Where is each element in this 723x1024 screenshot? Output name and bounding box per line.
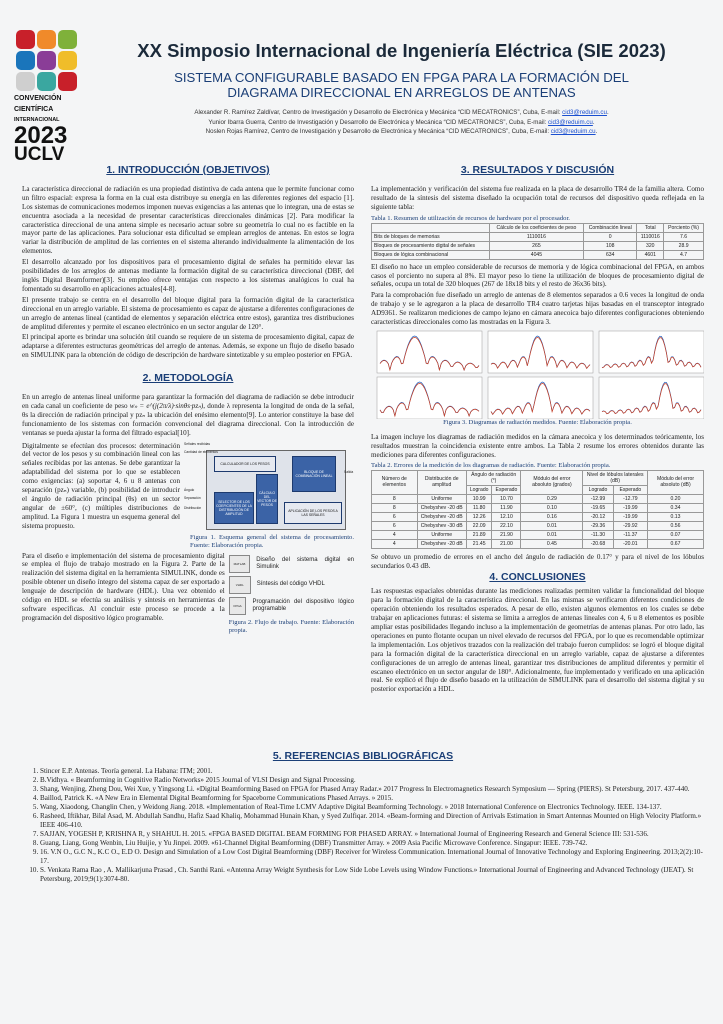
method-paragraph: Para el diseño e implementación del sistema de procesamiento digital se emplea el flujo de trabajo mostrado en la Figura 2. Parte de la realización del sistema digital en la herramienta SIMULINK, donde es posible obtener un diseño íntegro del sistema capaz de ser exportado a lenguaje de descripción de hardware (HDL). Una vez obtenido el código en HDL se efectúa su análisis y síntesis en herramientas de software específicas. Al concluir este proceso se procede a la programación del dispositivo lógico programable. bbox=[22, 551, 225, 622]
logo-tile bbox=[37, 72, 56, 91]
author-line bbox=[90, 118, 713, 128]
table-header-cell: Nivel de lóbulos laterales (dB) bbox=[583, 470, 648, 485]
table-row bbox=[372, 241, 704, 250]
table-header-cell: Número de elementos bbox=[372, 470, 418, 494]
table-row bbox=[372, 539, 704, 548]
flow-step bbox=[229, 597, 354, 615]
table-cell: 10.70 bbox=[492, 494, 521, 503]
table-cell: 108 bbox=[584, 241, 637, 250]
logo-uclv: UCLV bbox=[14, 144, 65, 165]
table2-caption: Tabla 2. Errores de la medición de los diagramas de radiación. Fuente: Elaboración propia. bbox=[371, 461, 611, 469]
table-cell: 0.29 bbox=[521, 494, 583, 503]
vhdl-icon: VHDL bbox=[229, 576, 251, 594]
poster-title: XX Simposio Internacional de Ingeniería Eléctrica (SIE 2023) bbox=[137, 40, 666, 61]
table-cell: 12.10 bbox=[492, 512, 521, 521]
results-paragraph: Para la comprobación fue diseñado un arreglo de antenas de 8 elementos separados a 0.6 veces la longitud de onda de trabajo y se le agregaron a la placa de desarrollo TR4 cuatro tarjetas hijas basadas en el transceptor integrado AD9361. Se realizaron mediciones de campo lejano en cámara anecoica bajo diferentes configuraciones obteniendo características direccionales como las mostradas en la Figura 3. bbox=[371, 291, 704, 327]
results-heading: 3. RESULTADOS Y DISCUSIÓN bbox=[460, 164, 615, 176]
table-row bbox=[372, 530, 704, 539]
intro-paragraph: El desarrollo alcanzado por los dispositivos para el procesamiento digital de señales ha permitido elevar las posibilidades de los arreglos de antenas mediante la formación digital de su característica direccional (DBF, del inglés Digital Beamformer)[3]. Su empleo ofrece ventajas con respecto a los sistemas analógicos lo cual ha fomentado su desarrollo en aplicaciones actuales[4-8]. bbox=[22, 258, 354, 293]
weights-calculator-block: CALCULADOR DE LOS PESOS bbox=[214, 456, 276, 472]
table-cell: -19.99 bbox=[613, 503, 647, 512]
logo-tile bbox=[58, 72, 77, 91]
table-cell: 0.01 bbox=[521, 521, 583, 530]
table-cell: Uniforme bbox=[417, 530, 466, 539]
table-cell: 265 bbox=[489, 241, 583, 250]
table-cell bbox=[372, 223, 490, 232]
reference-item: 2. B.Vidhya. « Beamforming in Cognitive Radio Networks» 2015 Journal of VLSI Design and Signal Processing. bbox=[40, 776, 704, 785]
table-header-cell: Esperado bbox=[492, 485, 521, 494]
table-cell: 8 bbox=[372, 494, 418, 503]
reference-list bbox=[22, 767, 704, 884]
reference-item: 8. Guang, Liang, Gong Wenbin, Liu Huijie, y Yu Jinpei. 2009. «61-Channel Digital Beamforming (DBF) Transmitter Array. » 2009 Asia Pacific Microwave Conference. Singapur: IEEE. 739-742. bbox=[40, 839, 704, 848]
table1-caption: Tabla 1. Resumen de utilización de recursos de hardware por el procesador. bbox=[371, 214, 570, 222]
logo-tile bbox=[16, 30, 35, 49]
table-cell: 0.01 bbox=[521, 530, 583, 539]
method-text: En un arreglo de antenas lineal uniforme para garantizar la formación del diagrama de radiación se debe introducir en cada canal un coeficiente de peso bbox=[22, 393, 354, 410]
table-cell: 21.90 bbox=[492, 530, 521, 539]
diagram-output-label: Salida bbox=[344, 469, 354, 474]
figure3-caption: Figura 3. Diagramas de radiación medidos. Fuente: Elaboración propia. bbox=[443, 418, 632, 426]
references-heading: 5. REFERENCIAS BIBLIOGRÁFICAS bbox=[272, 750, 454, 762]
author-line bbox=[90, 127, 713, 137]
table-cell: 21.89 bbox=[466, 530, 492, 539]
method-paragraph: Digitalmente se efectúan dos procesos: determinación del vector de los pesos y su combinación lineal con las señales recibidas por las antenas. Se debe garantizar la adaptabilidad del sistema por lo que se establecen como exigencias: (a) soportar 4, 6 u 8 antenas con separación (pzₙ) variable, (b) posibilidad de introducir el ángulo de radiación principal (θs) en un sector angular de ±60°, (c) múltiples distribuciones de amplitud. La Figura 1 muestra un esquema general del sistema propuesto. bbox=[22, 441, 180, 530]
table-row bbox=[372, 223, 704, 232]
pattern-panel bbox=[377, 377, 482, 419]
reference-item: 7. SAJJAN, YOGESH P, KRISHNA R, y SHAHUL H. 2015. «FPGA BASED DIGITAL BEAM FORMING FOR PHASED ARRAY. » International Journal of Engineering Research and General Science III: 531-536. bbox=[40, 830, 704, 839]
logo-line3: INTERNACIONAL bbox=[14, 117, 60, 123]
table-cell: Bloques de lógica combinacional bbox=[372, 250, 490, 259]
intro-paragraph: El principal aporte es brindar una solución útil cuando se requiere de un sistema de procesamiento digital, capaz de adaptarse a diferentes estructuras geométricas del arreglo de antenas. Además, se expone un flujo de diseño basado en SIMULINK para la obtención de código de descripción de hardware sintetizable y su empleo posterior en FPGA. bbox=[22, 333, 354, 360]
table-cell: 21.00 bbox=[492, 539, 521, 548]
reference-item: 10. S. Venkata Rama Rao , A. Mallikarjuna Prasad , Ch. Santhi Rani. «Antenna Array Weight Synthesis for Low Side Lobe Levels using Window Functions.» International Journal of Engineering and Advanced Technology (IJEAT). St Petersburg, 2019;9(1):3074-80. bbox=[40, 866, 704, 884]
table-cell: -29.36 bbox=[583, 521, 613, 530]
logo-tile bbox=[58, 51, 77, 70]
table-cell: 12.26 bbox=[466, 512, 492, 521]
table-cell: -12.79 bbox=[613, 494, 647, 503]
table-cell: 4 bbox=[372, 539, 418, 548]
left-column bbox=[22, 166, 354, 635]
table-cell: Uniforme bbox=[417, 494, 466, 503]
apply-weights-block: APLICACIÓN DE LOS PESOS A LAS SEÑALES bbox=[284, 502, 342, 524]
diagram-input-label: Señales recibidas bbox=[184, 441, 211, 446]
table-cell: Bloques de procesamiento digital de señales bbox=[372, 241, 490, 250]
table-header-cell: Distribución de amplitud bbox=[417, 470, 466, 494]
table-cell: -12.99 bbox=[583, 494, 613, 503]
table-cell: 28.9 bbox=[664, 241, 704, 250]
results-paragraph: Se obtuvo un promedio de errores en el ancho del ángulo de radiación de 0.17° y para el nivel de los lóbulos secundarios 0.43 dB. bbox=[371, 552, 704, 570]
table-cell: 22.10 bbox=[492, 521, 521, 530]
table-cell: 0.16 bbox=[521, 512, 583, 521]
table-cell: 11.90 bbox=[492, 503, 521, 512]
figure1-caption: Figura 1. Esquema general del sistema de procesamiento. Fuente: Elaboración propia. bbox=[190, 533, 354, 549]
table-cell: 4.7 bbox=[664, 250, 704, 259]
linear-combination-block: BLOQUE DE COMBINACIÓN LINEAL bbox=[292, 456, 336, 492]
diagram-input-label: Ángulo bbox=[184, 487, 195, 492]
logo-tile bbox=[37, 30, 56, 49]
table-cell: 21.45 bbox=[466, 539, 492, 548]
figure2-caption: Figura 2. Flujo de trabajo. Fuente: Elaboración propia. bbox=[228, 618, 354, 634]
pattern-panel bbox=[488, 331, 593, 373]
table-row bbox=[372, 512, 704, 521]
table-cell: 4045 bbox=[489, 250, 583, 259]
intro-heading: 1. INTRODUCCIÓN (OBJETIVOS) bbox=[106, 164, 270, 176]
diagram-input-label: Separación bbox=[184, 495, 201, 500]
intro-paragraph: El presente trabajo se centra en el desarrollo del bloque digital para la formación digital de la característica direccional en un arreglo variable. El sistema de procesamiento es capaz de ajustarse a diferentes configuraciones de un arreglo de antenas lineal (cantidad de elementos y separación eléctrica entre estos), garantiza tres distribuciones de amplitud diferentes y permite el escaneo electrónico en un sector angular de 120°. bbox=[22, 295, 354, 331]
flow-step-label: Síntesis del código VHDL bbox=[256, 581, 325, 588]
flow-step bbox=[229, 576, 354, 594]
author-affiliation: Noslen Rojas Ramírez, Centro de Investigación y Desarrollo de Electrónica y Mecánica “CID MECATRONICS”, Cuba, E-mail: bbox=[205, 128, 551, 135]
subtitle-line2: DIAGRAMA DIRECCIONAL EN ARREGLOS DE ANTENAS bbox=[227, 85, 576, 100]
intro-paragraph: La característica direccional de radiación es una propiedad distintiva de cada antena que le permite funcionar como un filtro espacial: expresa la forma en la cual esta distribuye su energía en las diferentes regiones del espacio [1]. Los sistemas de comunicaciones modernos imponen nuevas exigencias a las antenas que lo integran, una de estas se encuentra asociada a la necesidad de presentar características direccionales dinámicas [2]. Para modificar la característica direccional de una antena simple es necesario actuar sobre su geometría lo cual no es factible en la mayor parte de las aplicaciones. Para solucionar esta dificultad se emplean arreglos de antenas. En estos se logra variar la distribución de amplitud de las corrientes en el sistema alterando individualmente la alimentación de los elementos. bbox=[22, 184, 354, 256]
table-cell: 634 bbox=[584, 250, 637, 259]
table-cell: Chebyshev -20 dB bbox=[417, 503, 466, 512]
block-diagram bbox=[184, 442, 354, 532]
method-text-block bbox=[22, 552, 229, 635]
table-cell: 0.20 bbox=[648, 494, 704, 503]
simulink-icon: MATLAB bbox=[229, 555, 250, 573]
table-cell: Chebyshev -20 dB bbox=[417, 539, 466, 548]
logo-mosaic bbox=[16, 30, 78, 91]
logo-tile bbox=[16, 72, 35, 91]
figure2 bbox=[229, 552, 354, 635]
table-cell: -19.65 bbox=[583, 503, 613, 512]
table-row bbox=[372, 250, 704, 259]
reference-item: 3. Shang, Wenjing, Zheng Dou, Wei Xue, y Yingsong Li. «Digital Beamforming Based on FPGA for Phased Array Radar.» 2017 Progress In Electromagnetics Research Symposium — Spring (PIERS). St Petersburg, 2017. 437-440. bbox=[40, 785, 704, 794]
table-cell: Chebyshev -20 dB bbox=[417, 512, 466, 521]
fpga-icon: FPGA bbox=[229, 597, 247, 615]
table-cell: 10.99 bbox=[466, 494, 492, 503]
method-figure2-row bbox=[22, 552, 354, 635]
table-header-cell: Módulo del error absoluto (dB) bbox=[648, 470, 704, 494]
results-paragraph: La implementación y verificación del sistema fue realizada en la placa de desarrollo TR4 de la familia altera. Como resultado de la síntesis del sistema diseñado la ocupación total de recursos del dispositivo queda reflejada en la siguiente tabla: bbox=[371, 184, 704, 211]
table-cell: Chebyshev -30 dB bbox=[417, 521, 466, 530]
table-cell: -11.30 bbox=[583, 530, 613, 539]
author-line bbox=[90, 108, 713, 118]
table-row bbox=[372, 503, 704, 512]
results-paragraph: El diseño no hace un empleo considerable de recursos de memoria y de lógica combinacional del FPGA, en ambos casos el porciento no supera al 8%. El mayor peso lo tiene la utilización de bloques de procesamiento digital de señales, ocupa un total de 320 bloques (267 de 18x18 bits y el resto de 36x36 bits). bbox=[371, 262, 704, 289]
table-cell: Combinación lineal bbox=[584, 223, 637, 232]
logo-line1: CONVENCIÓN bbox=[14, 95, 62, 102]
diagram-input-label: Distribución bbox=[184, 505, 202, 510]
table-cell: 7.6 bbox=[664, 232, 704, 241]
logo-line2: CIENTÍFICA bbox=[14, 106, 54, 113]
logo-year: 2023 bbox=[14, 122, 68, 149]
table-cell: 0.13 bbox=[648, 512, 704, 521]
table-cell: 6 bbox=[372, 512, 418, 521]
table-cell: 6 bbox=[372, 521, 418, 530]
table-row bbox=[372, 232, 704, 241]
logo-tile bbox=[16, 51, 35, 70]
method-paragraph bbox=[22, 393, 354, 438]
author-affiliation: Alexander R. Ramírez Zaldívar, Centro de Investigación y Desarrollo de Electrónica y Mecánica “CID MECATRONICS”, Cuba, E-mail: bbox=[194, 109, 563, 116]
table-cell: 0.56 bbox=[648, 521, 704, 530]
author-affiliation: Yunior Ibarra Guerra, Centro de Investigación y Desarrollo de Electrónica y Mecánica “CID MECATRONICS”, Cuba, E-mail: bbox=[208, 118, 549, 126]
table-cell: 22.09 bbox=[466, 521, 492, 530]
table-cell: -20.68 bbox=[583, 539, 613, 548]
table-cell: 320 bbox=[637, 241, 664, 250]
table-cell: -29.92 bbox=[613, 521, 647, 530]
table-cell: 0.45 bbox=[521, 539, 583, 548]
poster-subtitle bbox=[90, 70, 713, 100]
right-column bbox=[371, 166, 704, 696]
author-email-link[interactable]: cid3@reduim.cu bbox=[562, 109, 607, 116]
table-header-row bbox=[372, 470, 704, 485]
method-figure-row bbox=[22, 442, 354, 550]
results-paragraph: La imagen incluye los diagramas de radiación medidos en la cámara anecoica y los determinados teóricamente, los resultados muestran la coincidencia existente entre ambos. La Tabla 2 resume los errores obtenidos durante las mediciones para diferentes configuraciones. bbox=[371, 432, 704, 459]
table-header-cell: Logrado bbox=[583, 485, 613, 494]
conclusions-heading: 4. CONCLUSIONES bbox=[489, 570, 586, 583]
table-header-cell: Logrado bbox=[466, 485, 492, 494]
table-cell: 8 bbox=[372, 503, 418, 512]
conference-logo bbox=[14, 30, 78, 164]
logo-tile bbox=[37, 51, 56, 70]
author-end: . bbox=[592, 118, 595, 126]
figure1 bbox=[184, 442, 354, 550]
reference-item: 1. Stincer E.P. Antenas. Teoría general. La Habana: ITM; 2001. bbox=[40, 767, 704, 776]
table-row bbox=[372, 494, 704, 503]
table-cell: -11.37 bbox=[613, 530, 647, 539]
table-cell: Cálculo de los coeficientes de peso bbox=[489, 223, 583, 232]
weight-formula: wₙ = e^(j(2π/λ)·sinθs·pzₙ) bbox=[129, 401, 204, 410]
method-heading: 2. METODOLOGÍA bbox=[142, 372, 234, 385]
table-header-cell: Módulo del error absoluto (grados) bbox=[521, 470, 583, 494]
pattern-panel bbox=[377, 331, 482, 373]
error-table bbox=[371, 470, 704, 549]
table-cell: Bits de bloques de memorias bbox=[372, 232, 490, 241]
method-text-block bbox=[22, 442, 184, 550]
references-section bbox=[22, 752, 704, 884]
table-cell: -20.01 bbox=[613, 539, 647, 548]
table-cell: 0.67 bbox=[648, 539, 704, 548]
author-list bbox=[90, 108, 713, 137]
table-cell: 0.07 bbox=[648, 530, 704, 539]
table-cell: 1110016 bbox=[637, 232, 664, 241]
table-cell: 1110016 bbox=[489, 232, 583, 241]
poster-header bbox=[90, 40, 713, 137]
reference-item: 9. 16. V.N O., G.C N., K.C O., E.D O. Design and Simulation of a Low Cost Digital Beamforming (DBF) Receiver for Wireless Communication. International Journal of Innovative Technology and Exploring Engineering. 2013;2(2):10-17. bbox=[40, 848, 704, 866]
table-row bbox=[372, 521, 704, 530]
pattern-panel bbox=[599, 331, 704, 373]
flow-step-label: Programación del dispositivo lógico programable bbox=[252, 598, 354, 612]
table-cell: 0 bbox=[584, 232, 637, 241]
author-email-link[interactable]: cid3@reduim.cu bbox=[550, 128, 596, 135]
table-cell: 4 bbox=[372, 530, 418, 539]
diagram-input-label: Cantidad de elementos bbox=[184, 449, 218, 454]
radiation-patterns-figure bbox=[371, 329, 704, 419]
table-cell: Total bbox=[637, 223, 664, 232]
table-cell: 0.34 bbox=[648, 503, 704, 512]
author-email-link[interactable]: cid3@reduim.cu bbox=[548, 118, 593, 126]
author-end: . bbox=[606, 109, 609, 116]
table-cell: Porciento (%) bbox=[664, 223, 704, 232]
resource-table bbox=[371, 223, 704, 260]
table-cell: -20.12 bbox=[583, 512, 613, 521]
amplitude-selector-block: SELECTOR DE LOS COEFICIENTES DE LA DISTRIBUCIÓN DE AMPLITUD bbox=[214, 492, 254, 524]
reference-item: 5. Wang, Xiaodong, Changlin Chen, y Weidong Jiang. 2018. «Implementation of Real-Time LCMV Adaptive Digital Beamforming Technology. » 2018 International Conference on Electronics Technology. IEEE. 134-137. bbox=[40, 803, 704, 812]
table-header-cell: Esperado bbox=[613, 485, 647, 494]
method-text: , donde λ representa la longitud de onda de la señal, θs la dirección de radiación principal y pzₙ la ubicación del enésimo elemento[9]. Lo anterior constituye la base del funcionamiento de los sistemas con formación convencional del diagrama direccional. Con la introducción de ventanas se pueda ajustar la forma del filtrado espacial[10]. bbox=[22, 401, 354, 437]
weights-vector-block: CÁLCULO DEL VECTOR DE PESOS bbox=[256, 474, 278, 524]
author-end: . bbox=[595, 128, 598, 135]
table-cell: -19.99 bbox=[613, 512, 647, 521]
reference-item: 6. Rasheed, Iftikhar, Bilal Asad, M. Abdullah Sandhu, Hafiz Saad Khaliq, Mohammad Hunain Khan, y Syed Zulfiqar. 2014. «Beam-forming and Direction of Arrivals Estimation in Smart Antennas Mounted on High Velocity Platform.» IEEE 406-410. bbox=[40, 812, 704, 830]
table-header-cell: Ángulo de radiación (°) bbox=[466, 470, 521, 485]
reference-item: 4. Baillod, Patrick K. «A New Era in Elemental Digital Beamforming for Spaceborne Communications Phased Arrays. » 2015. bbox=[40, 794, 704, 803]
logo-tile bbox=[58, 30, 77, 49]
flow-step-label: Diseño del sistema digital en Simulink bbox=[256, 556, 354, 570]
table-cell: 11.80 bbox=[466, 503, 492, 512]
table-cell: 4601 bbox=[637, 250, 664, 259]
conclusions-paragraph: Las respuestas espaciales obtenidas durante las mediciones realizadas permiten validar la funcionalidad del bloque para la formación digital de la característica direccional. En las mismas se verificaron diferentes condiciones de operación obteniendo los resultados esperados. A pesar de ello, existen algunos elementos en los cuales se debe trabajar en aplicaciones futuras: el sistema se limita a arreglos de antenas lineales con 4, 6 u 8 elementos es posible ampliar estas posibilidades llegando incluso a la implementación de geometrías de antenas planas. Por otro lado, las operaciones en punto flotante ocupan un nivel elevado de recursos del FPGA, por lo que es recomendable optimizar la implementación. Los objetivos trazados con la realización del trabajo fueron cumplidos: se logró el bloque digital para la formación digital de la característica direccional en un arreglo variable, capaz de ajustarse a diferentes configuraciones de un arreglo de antenas lineal, garantizar tres distribuciones de amplitud diferentes y permitir el escaneo electrónico en un sector angular de 180°. Adicionalmente, fue implementado y verificado en una aplicación real. Se explicó el flujo de diseño basado en la utilización de SIMULINK para el desarrollo del sistema digital y su posterior exportación a HDL. bbox=[371, 587, 704, 694]
flow-step bbox=[229, 555, 354, 573]
subtitle-line1: SISTEMA CONFIGURABLE BASADO EN FPGA PARA LA FORMACIÓN DEL bbox=[174, 70, 629, 85]
table-cell: 0.10 bbox=[521, 503, 583, 512]
